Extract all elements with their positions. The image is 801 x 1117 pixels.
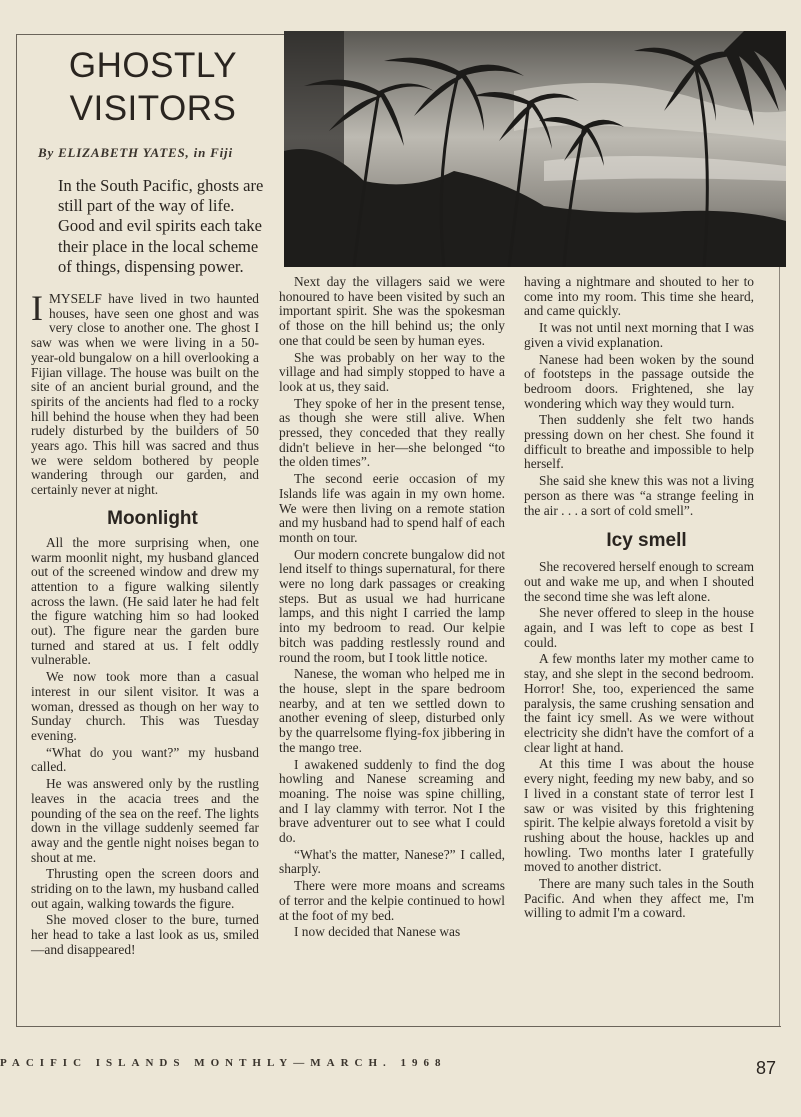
column2-paragraph: I now decided that Nanese was [294,924,461,940]
page-number: 87 [756,1058,777,1078]
article-byline: By ELIZABETH YATES, in Fiji [38,145,233,160]
column3-paragraph: At this time I was about the house every night, feeding my new baby, and so I lived in a constant state of terror lest I saw or was visited by this frightening spirit. The kelpie always foretold a visit by rushing about the house, hackles up and howling. Two months later I gratefully moved to another district. [524,756,754,875]
column1-paragraph: Thrusting open the screen doors and striding on to the lawn, my husband called out again, walking towards the figure. [31,866,259,911]
column1-paragraph-1 [31,288,259,498]
column2-paragraph: I awakened suddenly to find the dog howling and Nanese screaming and moaning. The noise was spine chilling, and I lay clammy with terror. Not I the brave adventurer out to see what I could do. [279,756,505,846]
article-column-3 [524,275,754,921]
article-intro: In the South Pacific, ghosts are still part of the way of life. Good and evil spirits each take their place in the local scheme of things, dispensing power. [58,176,264,276]
column2-paragraph: Our modern concrete bungalow did not lend itself to things supernatural, for there were no long dark passages or creaking steps. But as usual we had hurricane lamps, and this night I carried the lamp into my bedroom to read. Our kelpie bitch was padding restlessly round and round the room, but I took little notice. [279,546,505,665]
column2-paragraph: Nanese, the woman who helped me in the house, slept in the spare bedroom nearby, and at ten we settled down to another evening of sleep, disturbed only by the quarrelsome flying-fox jibbering in the mango tree. [279,666,505,755]
column3-paragraph: She never offered to sleep in the house again, and I was left to cope as best I could. [524,605,754,650]
subhead-moonlight: Moonlight [107,507,198,529]
frame-rule-top [16,34,288,35]
running-footer: PACIFIC ISLANDS MONTHLY—MARCH. 1968 [0,1057,447,1069]
column1-paragraph-1-text: MYSELF have lived in two haunted houses, have seen one ghost and was very close to another one. The ghost I saw was when we were living in a 50-year-old bungalow on a hill overlooking a Fijian village. The house was built on the site of an ancient burial ground, and the spirits of the ancients had fled to a rocky hill behind the house when they had been rudely disturbed by the builders of 50 years ago. This hill was sacred and thus we were seldom bothered by people wandering through our garden, and certainly never at night. [31,291,259,498]
column2-paragraph: She was probably on her way to the village and had simply stopped to have a look at us, they said. [279,349,505,394]
column1-paragraph: “What do you want?” my husband called. [31,744,259,775]
drop-cap: I [31,288,43,328]
subhead-icy-smell: Icy smell [606,530,687,552]
column3-paragraph: A few months later my mother came to stay, and she slept in the second bedroom. Horror! She, too, experienced the same paralysis, the same crushing sensation and the faint icy smell. As we were without electricity she didn't have the comfort of a clear light at hand. [524,651,754,755]
title-line-1: GHOSTLY [68,46,238,85]
title-line-2: VISITORS [69,89,237,128]
frame-rule-bottom [16,1026,781,1027]
column3-paragraph: She said she knew this was not a living person as there was “a strange feeling in the air . . . a sort of cold smell”. [524,473,754,518]
column3-paragraph: There are many such tales in the South Pacific. And when they affect me, I'm willing to admit I'm a coward. [524,876,754,921]
column2-paragraph: The second eerie occasion of my Islands life was again in my own home. We were then living on a remote station and my husband had to spend half of each month on tour. [279,471,505,545]
column3-paragraph: Nanese had been woken by the sound of footsteps in the passage outside the bedroom doors. Frightened, she lay wondering which way they would turn. [524,351,754,411]
column2-paragraph: There were more moans and screams of terror and the kelpie continued to howl at the foot of my bed. [279,878,505,923]
column2-paragraph: Next day the villagers said we were honoured to have been visited by such an important spirit. She was the spokesman of those on the hill behind us; the only one that could be seen by human eyes. [279,274,505,348]
frame-rule-right [779,265,780,1026]
column3-paragraph: She recovered herself enough to scream out and wake me up, and when I shouted the second time she was left alone. [524,559,754,604]
column3-paragraph: having a nightmare and shouted to her to come into my room. This time she heard, and came quickly. [524,274,754,319]
article-title [28,44,278,130]
column1-paragraph: She moved closer to the bure, turned her head to take a last look as us, smiled—and disappeared! [31,912,259,957]
column1-paragraph: He was answered only by the rustling leaves in the acacia trees and the pounding of the sea on the reef. The lights down in the village suddenly seemed far away and the gentle night noises began to shout at me. [31,776,259,865]
frame-rule-left [16,34,17,1026]
palm-silhouette-photo [284,31,786,267]
column3-paragraph: It was not until next morning that I was given a vivid explanation. [524,320,754,350]
article-column-2 [279,275,505,940]
column1-paragraph: We now took more than a casual interest in our silent visitor. It was a woman, dressed as though on her way to Sunday church. This was Tuesday evening. [31,669,259,743]
article-column-1 [31,288,259,958]
column2-paragraph: “What's the matter, Nanese?” I called, sharply. [279,846,505,877]
column1-paragraph: All the more surprising when, one warm moonlit night, my husband glanced out of the screened window and drew my attention to a figure walking silently across the lawn. (He said later he had felt the figure watching him so had looked out). The figure near the garden bure turned and stared at us. I felt oddly vulnerable. [31,534,259,668]
column3-paragraph: Then suddenly she felt two hands pressing down on her chest. She found it difficult to breathe and impossible to help herself. [524,412,754,472]
palm-silhouette-illustration [284,31,786,267]
column2-paragraph: They spoke of her in the present tense, as though she were still alive. When pressed, they conceded that they really didn't believe in her—she belonged “to the olden times”. [279,395,505,470]
